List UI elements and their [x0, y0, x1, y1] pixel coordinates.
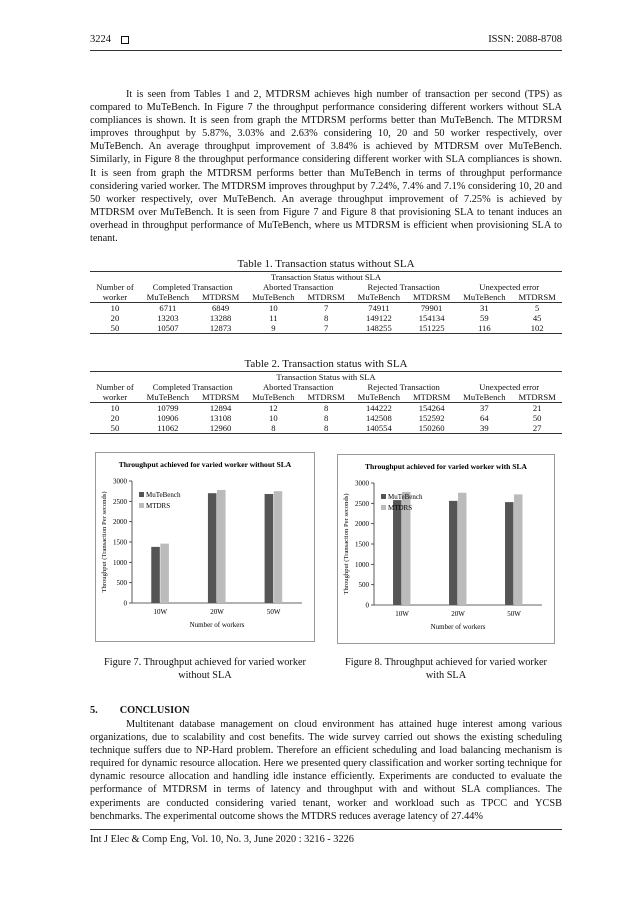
table-cell: 13108: [209, 413, 232, 423]
chart-title: Throughput achieved for varied worker without SLA: [118, 460, 292, 469]
table2-subheader: MTDRSM: [407, 392, 457, 403]
y-tick-label: 1000: [355, 560, 369, 569]
legend-swatch: [139, 492, 144, 497]
table2-caption: Table 2. Transaction status with SLA: [244, 358, 408, 370]
legend-swatch: [139, 503, 144, 508]
table1-group-title: Transaction Status without SLA: [90, 272, 562, 283]
table-cell: 45: [532, 313, 542, 323]
y-tick-label: 2000: [113, 518, 127, 527]
table2-subheader: MuTeBench: [140, 392, 196, 403]
y-tick-label: 1500: [355, 540, 369, 549]
table-row: [90, 403, 562, 414]
table1-subheader: MuTeBench: [245, 292, 301, 303]
x-tick-label: 10W: [153, 608, 168, 616]
y-tick-label: 1500: [113, 538, 127, 547]
legend-label: MTDRS: [146, 502, 171, 510]
x-tick-label: 10W: [395, 610, 409, 618]
table1: [90, 271, 562, 334]
header-left: [90, 34, 129, 45]
table-cell: 37: [480, 403, 489, 413]
y-tick-label: 2500: [355, 499, 369, 508]
table-cell: 148255: [351, 323, 407, 334]
table-cell: 8: [323, 413, 329, 423]
table-row: [90, 323, 562, 334]
figure8-chart: [337, 454, 555, 644]
table-cell: 8: [301, 423, 351, 434]
table-cell: 13288: [209, 313, 232, 323]
table-cell: 8: [323, 403, 329, 413]
table-cell: 152592: [418, 413, 445, 423]
table1-col-label: worker: [90, 292, 140, 303]
table-cell: 11: [269, 313, 278, 323]
bar: [265, 494, 274, 603]
table-cell: 10: [110, 403, 120, 413]
table-cell: 144222: [365, 403, 392, 413]
table-cell: 7: [323, 303, 329, 313]
table-row: [90, 303, 562, 314]
y-axis-label: Throughput (Transaction Per seconds): [101, 491, 108, 593]
bar: [208, 493, 217, 603]
table2-subheader: MuTeBench: [456, 392, 512, 403]
results-paragraph: It is seen from Tables 1 and 2, MTDRSM achieves high number of transaction per second (TPS) as compared to MuTeBench. In Figure 7 the throughput performance considering different workers without SLA compliances is shown. It is seen from graph the MTDRSM performs better than MuTeBench. The MTDRSM improves throughput by 5.87%, 3.03% and 2.63% considering 10, 20 and 50 worker respectively, over MuTeBench. An average throughput improvement of 3.84% is achieved by MTDRSM over MuTeBench. Similarly, in Figure 8 the throughput performance considering different worker with SLA compliances is shown. It is seen from graph the MTDRSM performs better than MuTeBench in terms of throughput performance considering varied worker. The MTDRSM improves throughput by 7.24%, 7.4% and 7.1% considering 10, 20 and 50 worker respectively, over MuTeBench. An average throughput improvement of 7.25% is achieved by MTDRSM over MuTeBench. It is seen from Figure 7 and Figure 8 that provisioning SLA to tenant induces an overhead in throughput performance of MuTeBench, where us MTDRSM is efficient when provisioning SLA to tenant.: [90, 89, 562, 245]
x-tick-label: 20W: [210, 608, 224, 616]
table-cell: 12894: [209, 403, 232, 413]
table1-subheader: MTDRSM: [407, 292, 457, 303]
table-cell: 140554: [351, 423, 407, 434]
table-cell: 20: [110, 313, 120, 323]
table1-subheader: MTDRSM: [512, 292, 562, 303]
table-cell: 149122: [365, 313, 392, 323]
table2-subheader: MTDRSM: [512, 392, 562, 403]
table-row: [90, 423, 562, 434]
table-cell: 150260: [407, 423, 457, 434]
y-tick-label: 500: [116, 579, 127, 588]
table2-col-label: Number of: [96, 382, 134, 392]
bar: [274, 491, 283, 603]
table-cell: 13203: [157, 313, 179, 323]
figure7-svg: [96, 453, 314, 641]
table-cell: 11062: [140, 423, 196, 434]
y-tick-label: 2500: [113, 497, 127, 506]
figure8-caption-line2: with SLA: [425, 670, 467, 681]
table-cell: 10507: [140, 323, 196, 334]
table2-group-header: Aborted Transaction: [262, 382, 334, 392]
figure8-caption-line1: Figure 8. Throughput achieved for varied worker: [345, 657, 547, 668]
figure7-caption-line1: Figure 7. Throughput achieved for varied worker: [104, 657, 306, 668]
table-cell: 59: [480, 313, 489, 323]
table-cell: 142508: [365, 413, 392, 423]
legend-swatch: [381, 505, 386, 510]
table-cell: 151225: [407, 323, 457, 334]
table1-group-header: Rejected Transaction: [367, 282, 440, 292]
table1-subheader: MuTeBench: [456, 292, 512, 303]
bar: [160, 544, 169, 603]
table-cell: 12873: [196, 323, 246, 334]
y-tick-label: 1000: [113, 558, 127, 567]
footer-citation: Int J Elec & Comp Eng, Vol. 10, No. 3, June 2020 : 3216 - 3226: [90, 834, 354, 845]
section-number: 5.: [90, 705, 98, 716]
bar: [458, 493, 466, 605]
y-tick-label: 500: [358, 581, 369, 590]
table-cell: 154264: [418, 403, 445, 413]
table-cell: 154134: [418, 313, 445, 323]
table-cell: 10: [269, 413, 278, 423]
x-tick-label: 50W: [507, 610, 521, 618]
figure7-caption: [95, 656, 315, 682]
bar: [449, 501, 457, 605]
table-row: [90, 313, 562, 323]
bar: [514, 494, 522, 605]
x-axis-label: Number of workers: [189, 621, 245, 629]
table1-group-header: Completed Transaction: [152, 282, 233, 292]
table-cell: 50: [90, 323, 140, 334]
x-tick-label: 50W: [266, 608, 281, 616]
table1-subheader: MTDRSM: [196, 292, 246, 303]
table-cell: 10: [269, 303, 278, 313]
section-heading: [90, 705, 212, 716]
bar: [217, 490, 226, 603]
table-cell: 50: [532, 413, 542, 423]
table1-group-header: Aborted Transaction: [262, 282, 334, 292]
legend-label: MuTeBench: [388, 493, 423, 501]
figure7-chart: [95, 452, 315, 642]
y-tick-label: 3000: [113, 477, 127, 486]
table2-subheader: MuTeBench: [245, 392, 301, 403]
table2-subheader: MTDRSM: [196, 392, 246, 403]
table-cell: 64: [480, 413, 489, 423]
table-cell: 79901: [420, 303, 443, 313]
bar: [393, 500, 401, 605]
legend-swatch: [381, 494, 386, 499]
y-tick-label: 0: [365, 601, 369, 610]
table1-subheader: MuTeBench: [140, 292, 196, 303]
table2-col-label: worker: [90, 392, 140, 403]
table-cell: 21: [532, 403, 542, 413]
figure8-svg: [338, 455, 554, 643]
table2-group-title: Transaction Status with SLA: [90, 372, 562, 383]
table-cell: 102: [512, 323, 562, 334]
chart-title: Throughput achieved for varied worker with SLA: [364, 462, 528, 471]
bar: [505, 502, 513, 605]
table2-group-header: Unexpected error: [479, 382, 540, 392]
table2-group-header: Rejected Transaction: [367, 382, 440, 392]
table-cell: 20: [110, 413, 120, 423]
table-cell: 31: [480, 303, 489, 313]
table-cell: 12: [269, 403, 278, 413]
x-axis-label: Number of workers: [430, 623, 486, 631]
footer-rule: [90, 829, 562, 830]
table1-col-label: Number of: [96, 282, 134, 292]
figure7-caption-line2: without SLA: [178, 670, 232, 681]
y-tick-label: 0: [123, 599, 127, 608]
table-cell: 6849: [212, 303, 230, 313]
square-icon: [121, 36, 129, 44]
table-cell: 5: [534, 303, 540, 313]
table2-subheader: MTDRSM: [301, 392, 351, 403]
table-cell: 7: [301, 323, 351, 334]
x-tick-label: 20W: [451, 610, 465, 618]
issn: ISSN: 2088-8708: [488, 34, 562, 45]
legend-label: MuTeBench: [146, 491, 181, 499]
table-cell: 50: [90, 423, 140, 434]
conclusion-paragraph: Multitenant database management on cloud environment has attained huge interest among various organizations, due to scalability and cost benefits. The wide survey carried out shows the existing scheduling technique suffers due to NP-Hard problem. Therefore an efficient scheduling and load balancing mechanism is required for dynamic resource allocation. Here we presented query classification and worker sorting technique for dynamic resource allocation and handling idle instance efficiently. Experiments are conducted to evaluate the performance of MTDRSM in terms of latency and throughput with and without SLA compliances. The experiments are conducted considering varied tenant, worker and workload such as TPCC and YCSB benchmarks. The experimental outcome shows the MTDRS reduces average latency of 27.44%: [90, 719, 562, 822]
table-cell: 10: [110, 303, 120, 313]
table1-subheader: MuTeBench: [351, 292, 407, 303]
table-cell: 12960: [196, 423, 246, 434]
table-cell: 39: [456, 423, 512, 434]
y-tick-label: 3000: [355, 479, 369, 488]
page-header: [90, 34, 562, 45]
table-cell: 10906: [157, 413, 179, 423]
y-axis-label: Throughput (Transaction Per seconds): [343, 493, 350, 595]
table-cell: 8: [323, 313, 329, 323]
table2-subheader: MuTeBench: [351, 392, 407, 403]
table-cell: 9: [245, 323, 301, 334]
table-cell: 10799: [157, 403, 179, 413]
bar: [151, 547, 160, 603]
section-title: CONCLUSION: [119, 705, 190, 716]
table-cell: 27: [512, 423, 562, 434]
table-cell: 6711: [159, 303, 177, 313]
table2-group-header: Completed Transaction: [152, 382, 233, 392]
table1-subheader: MTDRSM: [301, 292, 351, 303]
page-number: 3224: [90, 34, 111, 45]
y-tick-label: 2000: [355, 520, 369, 529]
table2: [90, 371, 562, 434]
header-rule: [90, 50, 562, 51]
table-row: [90, 413, 562, 423]
table-cell: 116: [456, 323, 512, 334]
table1-group-header: Unexpected error: [479, 282, 540, 292]
table1-caption: Table 1. Transaction status without SLA: [237, 258, 415, 270]
table-cell: 8: [245, 423, 301, 434]
figure8-caption: [337, 656, 555, 682]
table-cell: 74911: [368, 303, 390, 313]
legend-label: MTDRS: [388, 504, 413, 512]
